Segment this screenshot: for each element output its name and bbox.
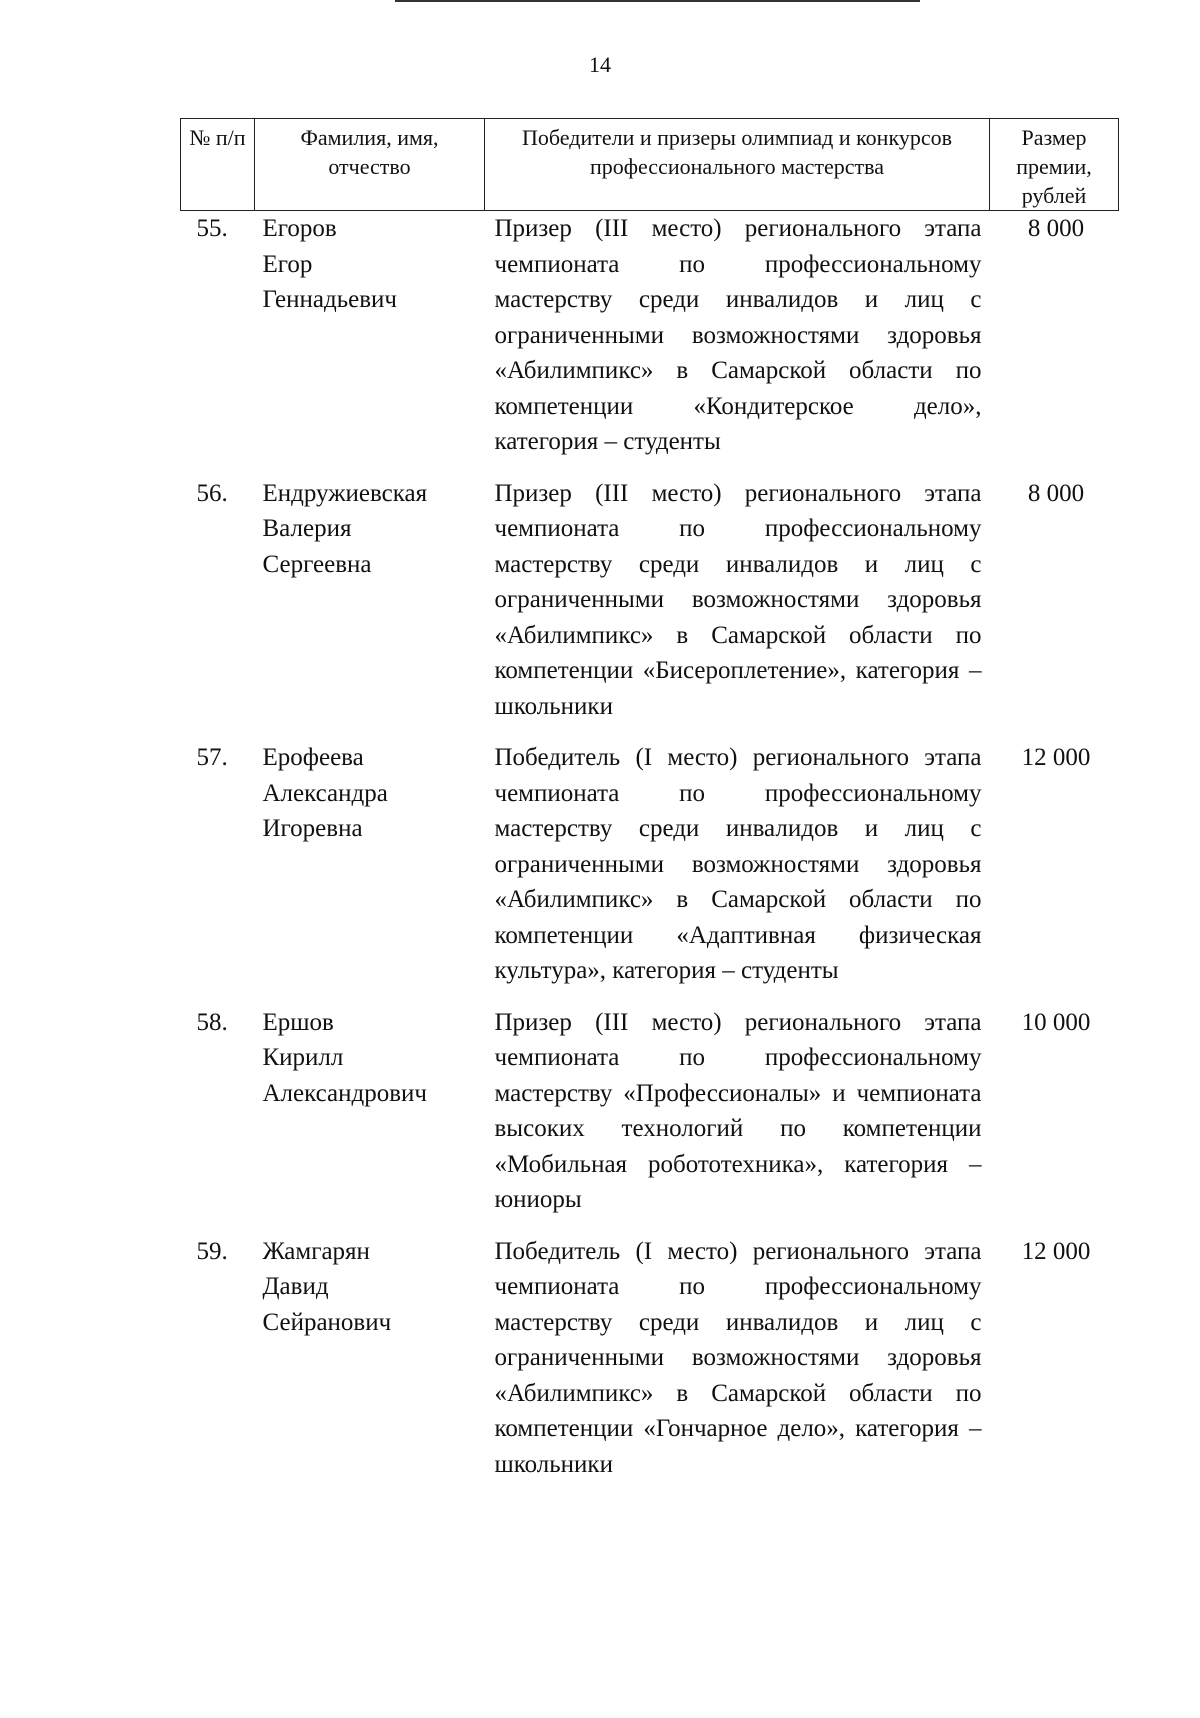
first-name: Валерия — [262, 515, 352, 542]
row-number: 55. — [196, 215, 228, 242]
recipient-name — [255, 740, 485, 1005]
table-header-row — [181, 119, 1119, 211]
award-amount: 12 000 — [1021, 1237, 1091, 1265]
first-name: Егор — [262, 250, 313, 278]
award-amount: 8 000 — [1027, 479, 1085, 507]
awards-table — [180, 118, 1119, 1498]
award-description: Призер (III место) регионального этапа чемпионата по профессиональному мастерству «Профессионалы» и чемпионата высоких технологий по компетенции «Мобильная робототехника», категория – юниоры — [494, 1008, 982, 1213]
row-number: 58. — [196, 1008, 228, 1036]
header-name: Фамилия, имя, отчество — [255, 119, 485, 211]
table-row — [181, 211, 1119, 476]
patronymic: Сейранович — [262, 1308, 392, 1336]
header-num: № п/п — [181, 119, 255, 211]
patronymic: Геннадьевич — [262, 286, 397, 313]
surname: Ерофеева — [262, 744, 364, 771]
award-amount: 8 000 — [1027, 215, 1085, 242]
row-number: 59. — [196, 1237, 228, 1265]
first-name: Кирилл — [262, 1044, 344, 1071]
row-number: 57. — [196, 744, 228, 771]
award-description: Победитель (I место) регионального этапа чемпионата по профессиональному мастерству среди инвалидов и лиц с ограниченными возможностями здоровья «Абилимпикс» в Самарской области по компетенции «Гончарное дело», категория – школьники — [494, 1237, 982, 1478]
table-row — [181, 476, 1119, 741]
surname: Ендружиевская — [262, 479, 428, 507]
first-name: Давид — [262, 1273, 329, 1300]
award-amount: 10 000 — [1021, 1008, 1091, 1036]
recipient-name — [255, 211, 485, 476]
award-amount: 12 000 — [1021, 744, 1091, 771]
recipient-name — [255, 1234, 485, 1499]
surname: Егоров — [262, 215, 337, 242]
award-description: Призер (III место) регионального этапа чемпионата по профессиональному мастерству среди инвалидов и лиц с ограниченными возможностями здоровья «Абилимпикс» в Самарской области по компетенции «Кондитерское дело», категория – студенты — [494, 215, 982, 455]
top-edge-line — [395, 0, 920, 2]
recipient-name — [255, 476, 485, 741]
award-description: Призер (III место) регионального этапа чемпионата по профессиональному мастерству среди инвалидов и лиц с ограниченными возможностями здоровья «Абилимпикс» в Самарской области по компетенции «Бисероплетение», категория – школьники — [494, 479, 982, 720]
patronymic: Александрович — [262, 1079, 428, 1107]
surname: Жамгарян — [262, 1237, 370, 1265]
row-number: 56. — [196, 479, 228, 507]
table-row — [181, 1234, 1119, 1499]
table-row — [181, 1005, 1119, 1234]
patronymic: Игоревна — [262, 815, 363, 842]
table-row — [181, 740, 1119, 1005]
header-description: Победители и призеры олимпиад и конкурсов профессионального мастерства — [485, 119, 990, 211]
patronymic: Сергеевна — [262, 550, 372, 578]
page-number: 14 — [589, 52, 611, 77]
recipient-name — [255, 1005, 485, 1234]
award-description: Победитель (I место) регионального этапа чемпионата по профессиональному мастерству среди инвалидов и лиц с ограниченными возможностями здоровья «Абилимпикс» в Самарской области по компетенции «Адаптивная физическая культура», категория – студенты — [494, 744, 982, 984]
first-name: Александра — [262, 779, 388, 807]
header-amount: Размер премии, рублей — [990, 119, 1119, 211]
surname: Ершов — [262, 1008, 334, 1036]
